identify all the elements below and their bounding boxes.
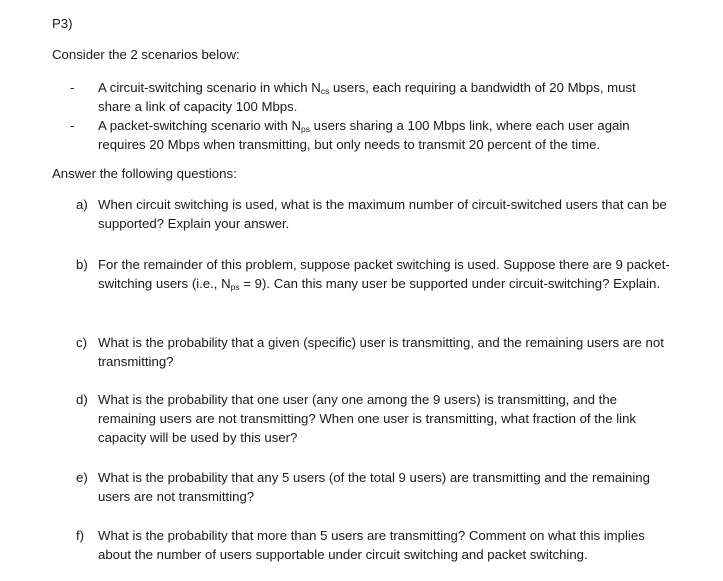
question-label: c)	[76, 335, 87, 350]
scenario-text: A circuit-switching scenario in which $N_{cs}$ users, each requiring a bandwidth of 20 Mbps, must share a link of capacity 100 Mbps.	[98, 80, 636, 114]
question-label: f)	[76, 528, 85, 543]
answer-prompt: Answer the following questions:	[52, 166, 237, 181]
question-text: What is the probability that a given (specific) user is transmitting, and the remaining users are not transmitting?	[98, 335, 664, 369]
question-label: e)	[76, 470, 88, 485]
problem-label: P3)	[52, 16, 73, 31]
question-label: d)	[76, 392, 88, 407]
question-text: For the remainder of this problem, suppose packet switching is used. Suppose there are 9 packet-switching users (i.e., $N_{ps} = 9$). Can this many user be supported under circuit-switching? Explain.	[98, 257, 670, 292]
question-label: a)	[76, 197, 88, 212]
bullet-dash-icon: -	[70, 118, 75, 133]
question-label: b)	[76, 257, 88, 272]
question-text: What is the probability that more than 5 users are transmitting? Comment on what this implies about the number of users supportable under circuit switching and packet switching.	[98, 528, 645, 562]
intro-text: Consider the 2 scenarios below:	[52, 47, 240, 62]
question-text: When circuit switching is used, what is the maximum number of circuit-switched users that can be supported? Explain your answer.	[98, 197, 667, 231]
bullet-dash-icon: -	[70, 80, 75, 95]
question-text: What is the probability that one user (any one among the 9 users) is transmitting, and the remaining users are not transmitting? When one user is transmitting, what fraction of the link capacity will be used by this user?	[98, 392, 637, 445]
question-text: What is the probability that any 5 users (of the total 9 users) are transmitting and the remaining users are not transmitting?	[98, 470, 650, 504]
scenario-text: A packet-switching scenario with $N_{ps}$ users sharing a 100 Mbps link, where each user again requires 20 Mbps when transmitting, but only needs to transmit 20 percent of the time.	[98, 118, 630, 152]
